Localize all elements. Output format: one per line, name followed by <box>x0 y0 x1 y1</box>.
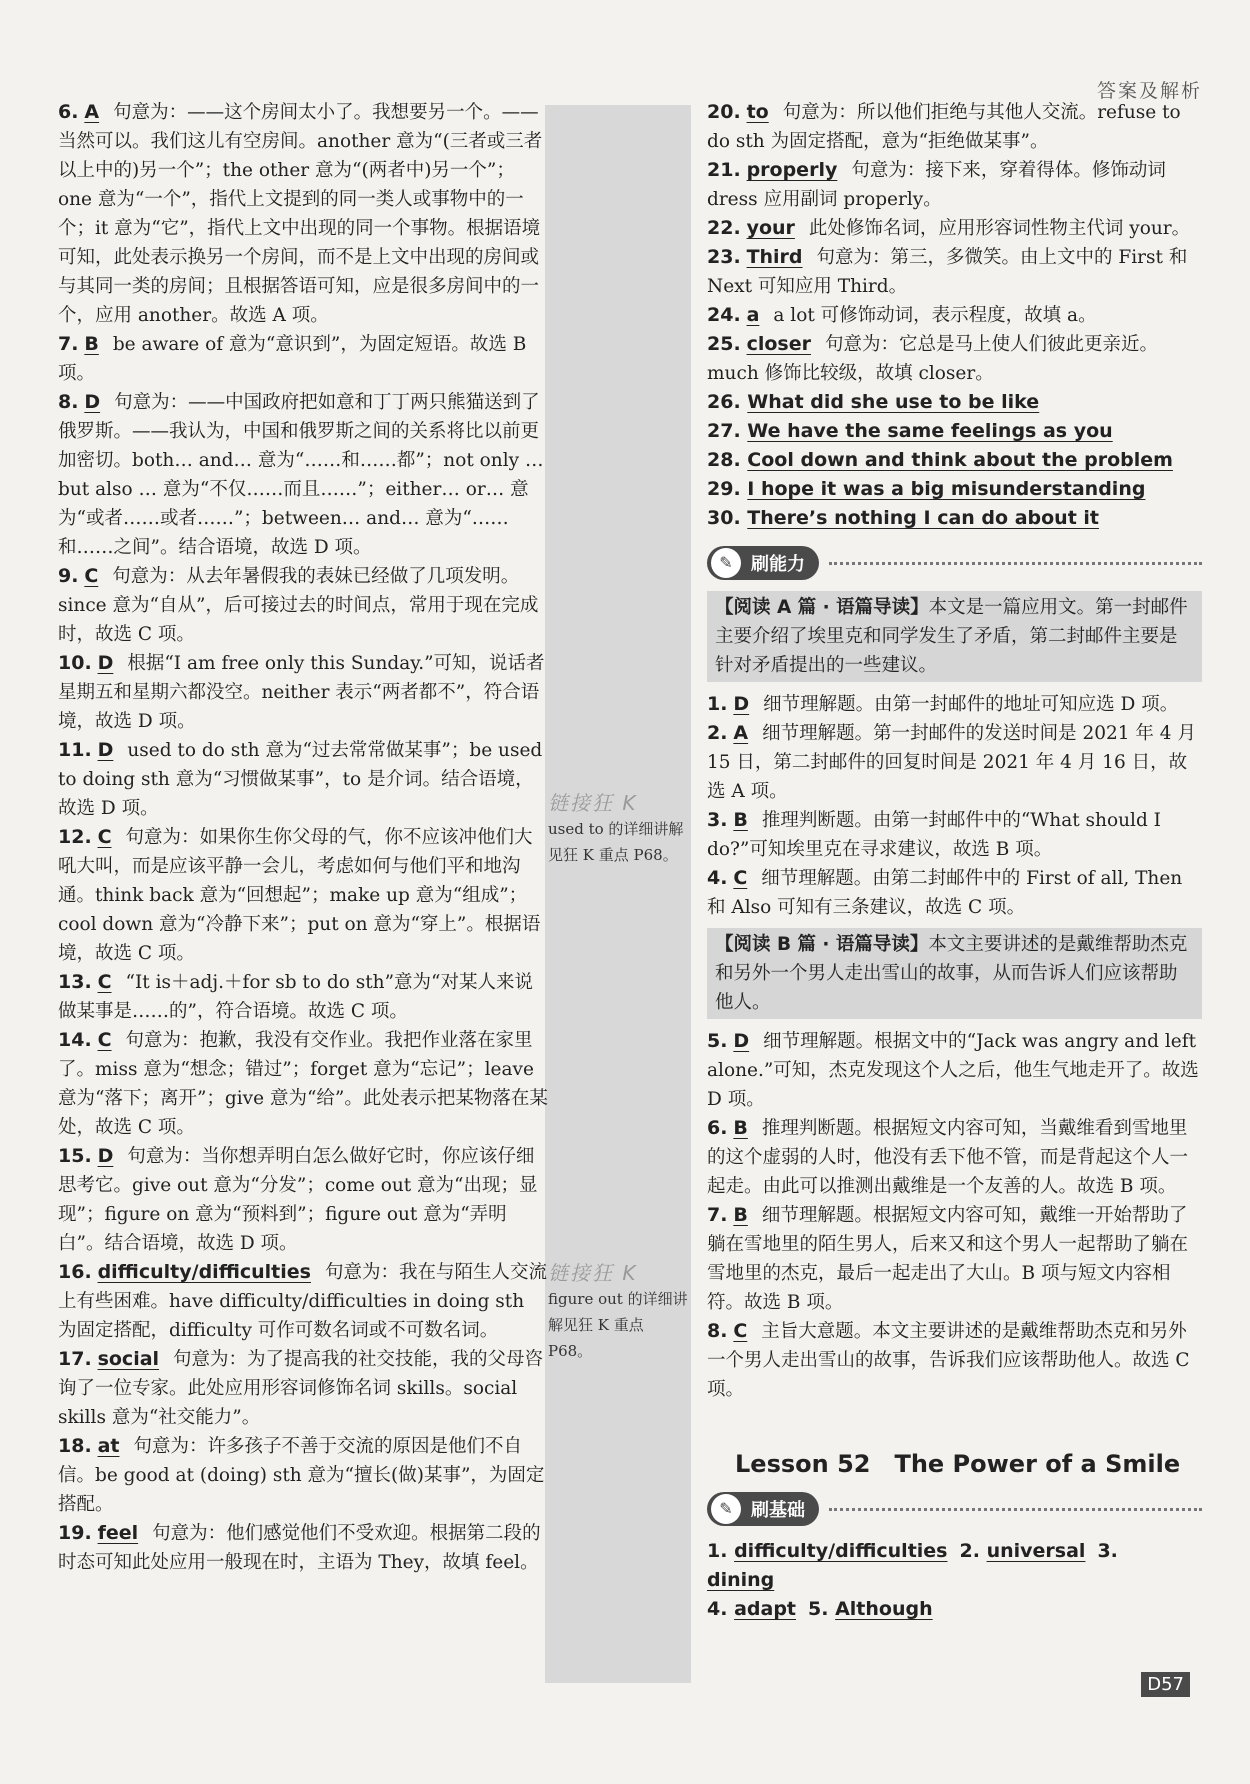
answer-item <box>58 1258 548 1345</box>
item-explanation: a lot 可修饰动词，表示程度，故填 a。 <box>773 305 1097 326</box>
item-number: 4. <box>707 1598 728 1620</box>
item-number: 23. <box>707 246 741 268</box>
answer-item <box>58 968 548 1026</box>
item-number: 4. <box>707 867 728 889</box>
answer-item <box>58 1142 548 1258</box>
item-number: 5. <box>808 1598 829 1620</box>
item-number: 24. <box>707 304 741 326</box>
item-number: 15. <box>58 1145 92 1167</box>
answer-item <box>707 98 1202 156</box>
answer-item <box>58 1519 548 1577</box>
item-number: 5. <box>707 1030 728 1052</box>
link-box-1 <box>548 790 688 868</box>
item-number: 3. <box>707 809 728 831</box>
answer-item <box>707 719 1202 806</box>
item-number: 11. <box>58 739 92 761</box>
sidebar-strip <box>545 105 691 1683</box>
reading-b-guide: 【阅读 B 篇 · 语篇导读】本文主要讲述的是戴维帮助杰克和另外一个男人走出雪山的故事，从而告诉人们应该帮助他人。 <box>707 928 1202 1019</box>
reading-a-guide: 【阅读 A 篇 · 语篇导读】本文是一篇应用文。第一封邮件主要介绍了埃里克和同学发生了矛盾，第二封邮件主要是针对矛盾提出的一些建议。 <box>707 591 1202 682</box>
item-number: 3. <box>1097 1540 1118 1562</box>
answer-item <box>707 156 1202 214</box>
sentence-text: There’s nothing I can do about it <box>747 507 1099 529</box>
answer-item <box>707 301 1202 330</box>
item-answer: C <box>97 826 112 848</box>
item-number: 25. <box>707 333 741 355</box>
item-answer: D <box>97 1145 114 1167</box>
item-explanation: 句意为：如果你生你父母的气，你不应该冲他们大吼大叫，而是应该平静一会儿，考虑如何与他们平和地沟通。think back 意为“回想起”；make up 意为“组成”；cool down 意为“冷静下来”；put on 意为“穿上”。根据语境，故选 C 项。 <box>58 827 541 964</box>
item-explanation: 此处修饰名词，应用形容词性物主代词 your。 <box>808 218 1191 239</box>
item-explanation: 根据“I am free only this Sunday.”可知，说话者星期五和星期六都没空。neither 表示“两者都不”，符合语境，故选 D 项。 <box>58 653 545 732</box>
item-number: 13. <box>58 971 92 993</box>
item-answer: C <box>84 565 99 587</box>
item-number: 22. <box>707 217 741 239</box>
link-box-2 <box>548 1260 688 1364</box>
sentence-text: What did she use to be like <box>747 391 1040 413</box>
fill-answers <box>707 1537 1202 1624</box>
link-text: used to 的详细讲解见狂 K 重点 P68。 <box>548 820 684 864</box>
sentence-text: Cool down and think about the problem <box>747 449 1173 471</box>
book-icon: ✎ <box>711 548 741 578</box>
item-explanation: 句意为：它总是马上使人们彼此更亲近。much 修饰比较级，故填 closer。 <box>707 334 1158 384</box>
answer-item <box>58 1026 548 1142</box>
item-answer: a <box>746 304 760 326</box>
sentence-text: We have the same feelings as you <box>747 420 1113 442</box>
item-number: 17. <box>58 1348 92 1370</box>
item-answer: universal <box>986 1540 1086 1562</box>
item-number: 6. <box>58 101 79 123</box>
item-number: 30. <box>707 507 741 529</box>
item-number: 6. <box>707 1117 728 1139</box>
left-column <box>58 98 548 1577</box>
item-number: 7. <box>58 333 79 355</box>
item-answer: at <box>97 1435 120 1457</box>
item-explanation: 句意为：我在与陌生人交流上有些困难。have difficulty/difficulties in doing sth 为固定搭配，difficulty 可作可数名词或不可数名词。 <box>58 1262 547 1341</box>
item-explanation: 主旨大意题。本文主要讲述的是戴维帮助杰克和另外一个男人走出雪山的故事，告诉我们应该帮助他人。故选 C 项。 <box>707 1321 1190 1400</box>
item-explanation: used to do sth 意为“过去常常做某事”；be used to doing sth 意为“习惯做某事”，to 是介词。结合语境，故选 D 项。 <box>58 740 543 819</box>
right-column <box>707 98 1202 1624</box>
item-answer: A <box>84 101 100 123</box>
item-number: 19. <box>58 1522 92 1544</box>
item-number: 2. <box>959 1540 980 1562</box>
answer-item <box>707 214 1202 243</box>
sentence-text: I hope it was a big misunderstanding <box>747 478 1146 500</box>
fill-item <box>707 1540 960 1562</box>
item-number: 2. <box>707 722 728 744</box>
item-explanation: 细节理解题。第一封邮件的发送时间是 2021 年 4 月 15 日，第二封邮件的回复时间是 2021 年 4 月 16 日，故选 A 项。 <box>707 723 1196 802</box>
item-answer: D <box>733 693 750 715</box>
item-answer: adapt <box>734 1598 797 1620</box>
item-answer: C <box>733 1320 748 1342</box>
item-explanation: 句意为：当你想弄明白怎么做好它时，你应该仔细思考它。give out 意为“分发”；come out 意为“出现；显现”；figure on 意为“预料到”；figure out 意为“弄明白”。结合语境，故选 D 项。 <box>58 1146 538 1254</box>
item-number: 28. <box>707 449 741 471</box>
item-explanation: 句意为：接下来，穿着得体。修饰动词 dress 应用副词 properly。 <box>707 160 1166 210</box>
item-answer: D <box>97 739 114 761</box>
item-explanation: 细节理解题。由第一封邮件的地址可知应选 D 项。 <box>763 694 1179 715</box>
item-explanation: 句意为：——这个房间太小了。我想要另一个。——当然可以。我们这儿有空房间。another 意为“(三者或三者以上中的)另一个”；the other 意为“(两者中)另一个”；one 意为“一个”，指代上文提到的同一类人或事物中的一个；it 意为“它”，指代上文中出现的同一个事物。根据语境可知，此处表示换另一个房间，而不是上文中出现的房间或与其同一类的房间；且根据答语可知，应是很多房间中的一个，应用 another。故选 A 项。 <box>58 102 543 326</box>
item-answer: difficulty/difficulties <box>97 1261 311 1283</box>
answer-item <box>58 330 548 388</box>
item-number: 9. <box>58 565 79 587</box>
link-title: 链接狂 K <box>548 1261 638 1285</box>
sentence-answer <box>707 504 1202 533</box>
answer-item <box>58 823 548 968</box>
item-answer: B <box>733 1117 748 1139</box>
sentence-answer <box>707 388 1202 417</box>
item-answer: to <box>746 101 769 123</box>
answer-item <box>707 1317 1202 1404</box>
answer-item <box>58 98 548 330</box>
item-answer: social <box>97 1348 160 1370</box>
item-number: 8. <box>58 391 79 413</box>
item-number: 1. <box>707 1540 728 1562</box>
item-answer: C <box>97 1029 112 1051</box>
answer-item <box>58 1345 548 1432</box>
item-answer: properly <box>746 159 838 181</box>
item-number: 18. <box>58 1435 92 1457</box>
item-explanation: 句意为：所以他们拒绝与其他人交流。refuse to do sth 为固定搭配，意为“拒绝做某事”。 <box>707 102 1181 152</box>
item-answer: difficulty/difficulties <box>734 1540 948 1562</box>
answer-item <box>58 649 548 736</box>
lesson-title: Lesson 52 The Power of a Smile <box>735 1450 1181 1478</box>
item-number: 8. <box>707 1320 728 1342</box>
answer-item <box>707 243 1202 301</box>
item-answer: B <box>733 809 748 831</box>
item-number: 7. <box>707 1204 728 1226</box>
sentence-answer <box>707 417 1202 446</box>
page-header: 答案及解析 <box>1096 80 1202 102</box>
page-number: D57 <box>1141 1672 1190 1697</box>
sentence-answer <box>707 475 1202 504</box>
item-explanation: 细节理解题。由第二封邮件中的 First of all, Then 和 Also 可知有三条建议，故选 C 项。 <box>707 868 1183 918</box>
item-explanation: 句意为：——中国政府把如意和丁丁两只熊猫送到了俄罗斯。——我认为，中国和俄罗斯之间的关系将比以前更加密切。both… and… 意为“……和……都”；not only … but also … 意为“不仅……而且……”；either… or… 意为“或者……或者……”；between… and… 意为“……和……之间”。结合语境，故选 D 项。 <box>58 392 544 558</box>
item-explanation: be aware of 意为“意识到”，为固定短语。故选 B 项。 <box>58 334 527 384</box>
section-badge-ability: ✎ 刷能力 <box>707 543 1202 583</box>
item-explanation: 推理判断题。由第一封邮件中的“What should I do?”可知埃里克在寻求建议，故选 B 项。 <box>707 810 1161 860</box>
item-answer: B <box>84 333 99 355</box>
fill-item <box>960 1540 1098 1562</box>
item-number: 12. <box>58 826 92 848</box>
answer-item <box>707 1027 1202 1114</box>
item-answer: dining <box>707 1569 775 1591</box>
item-answer: D <box>84 391 101 413</box>
item-number: 29. <box>707 478 741 500</box>
item-number: 10. <box>58 652 92 674</box>
item-number: 26. <box>707 391 741 413</box>
item-explanation: 细节理解题。根据文中的“Jack was angry and left alone.”可知，杰克发现这个人之后，他生气地走开了。故选 D 项。 <box>707 1031 1199 1110</box>
answer-item <box>58 736 548 823</box>
item-answer: your <box>746 217 795 239</box>
fill-item <box>808 1598 945 1620</box>
item-answer: B <box>733 1204 748 1226</box>
answer-item <box>58 1432 548 1519</box>
item-explanation: 细节理解题。根据短文内容可知，戴维一开始帮助了躺在雪地里的陌生男人，后来又和这个男人一起帮助了躺在雪地里的杰克，最后一起走出了大山。B 项与短文内容相符。故选 B 项。 <box>707 1205 1189 1313</box>
answer-item <box>707 864 1202 922</box>
link-text: figure out 的详细讲解见狂 K 重点 P68。 <box>548 1290 688 1360</box>
item-number: 20. <box>707 101 741 123</box>
item-answer: A <box>733 722 749 744</box>
item-explanation: 推理判断题。根据短文内容可知，当戴维看到雪地里的这个虚弱的人时，他没有丢下他不管，而是背起这个人一起走。由此可以推测出戴维是一个友善的人。故选 B 项。 <box>707 1118 1189 1197</box>
item-answer: Third <box>746 246 803 268</box>
item-explanation: 句意为：抱歉，我没有交作业。我把作业落在家里了。miss 意为“想念；错过”；forget 意为“忘记”；leave 意为“落下；离开”；give 意为“给”。此处表示把某物落在某处，故选 C 项。 <box>58 1030 548 1138</box>
answer-item <box>707 806 1202 864</box>
item-number: 14. <box>58 1029 92 1051</box>
item-answer: feel <box>97 1522 139 1544</box>
answer-item <box>707 1201 1202 1317</box>
item-explanation: 句意为：从去年暑假我的表妹已经做了几项发明。since 意为“自从”，后可接过去的时间点，常用于现在完成时，故选 C 项。 <box>58 566 539 645</box>
answer-item <box>58 562 548 649</box>
item-answer: closer <box>746 333 811 355</box>
item-number: 1. <box>707 693 728 715</box>
item-explanation: 句意为：他们感觉他们不受欢迎。根据第二段的时态可知此处应用一般现在时，主语为 They，故填 feel。 <box>58 1523 541 1573</box>
item-answer: Although <box>835 1598 933 1620</box>
item-explanation: 句意为：第三，多微笑。由上文中的 First 和 Next 可知应用 Third。 <box>707 247 1188 297</box>
link-title: 链接狂 K <box>548 791 638 815</box>
book-icon: ✎ <box>711 1494 741 1524</box>
item-number: 21. <box>707 159 741 181</box>
item-answer: D <box>733 1030 750 1052</box>
answer-item <box>58 388 548 562</box>
item-answer: C <box>733 867 748 889</box>
item-explanation: 句意为：为了提高我的社交技能，我的父母咨询了一位专家。此处应用形容词修饰名词 skills。social skills 意为“社交能力”。 <box>58 1349 544 1428</box>
answer-item <box>707 1114 1202 1201</box>
item-explanation: “It is＋adj.＋for sb to do sth”意为“对某人来说做某事是……的”，符合语境。故选 C 项。 <box>58 972 533 1022</box>
fill-item <box>707 1598 808 1620</box>
item-number: 16. <box>58 1261 92 1283</box>
item-number: 27. <box>707 420 741 442</box>
item-answer: D <box>97 652 114 674</box>
section-badge-basics: ✎ 刷基础 <box>707 1489 1202 1529</box>
answer-item <box>707 690 1202 719</box>
item-explanation: 句意为：许多孩子不善于交流的原因是他们不自信。be good at (doing) sth 意为“擅长(做)某事”，为固定搭配。 <box>58 1436 545 1515</box>
sentence-answer <box>707 446 1202 475</box>
answer-item <box>707 330 1202 388</box>
item-answer: C <box>97 971 112 993</box>
